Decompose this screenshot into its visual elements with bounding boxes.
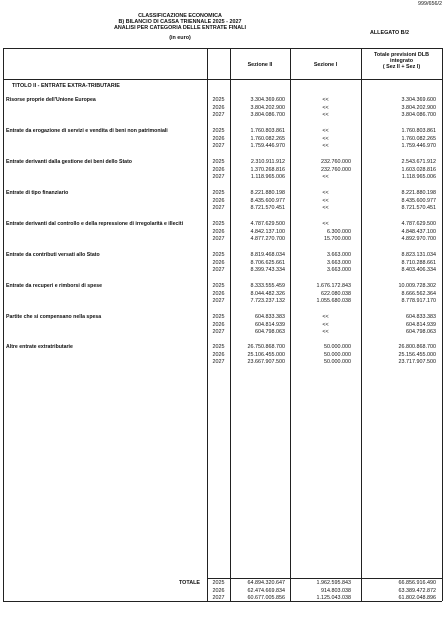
totale-value: 23.717.907.500 (398, 359, 436, 366)
sezione-i-value: 3.663.000 (327, 252, 351, 258)
year-cell: 2025 (212, 128, 225, 134)
totale-value: 8.403.406.334 (401, 267, 436, 274)
sezione-i-value: << (322, 174, 329, 181)
sezione-i-value: 232.760.000 (321, 166, 351, 173)
sezione-i-value: 1.962.595.843 (316, 580, 351, 586)
year-cell: 2025 (212, 221, 225, 227)
header-bottom-rule (3, 79, 442, 80)
totale-value: 3.804.202.900 (401, 104, 436, 111)
sezione-i-value: 622.080.038 (321, 290, 351, 297)
year-cell: 2027 (212, 329, 225, 336)
totale-value: 1.760.803.861 (401, 128, 436, 134)
year-cell: 2025 (212, 344, 225, 350)
sezione-i-value: << (322, 143, 329, 150)
year-cell: 2027 (212, 267, 225, 274)
sezione-ii-value: 8.721.570.451 (250, 205, 285, 212)
year-cell: 2027 (212, 112, 225, 119)
totale-value: 8.221.880.198 (401, 190, 436, 196)
totale-value: 8.710.288.661 (401, 259, 436, 266)
sezione-ii-value: 2.310.911.912 (250, 159, 285, 165)
sezione-ii-value: 8.221.880.198 (250, 190, 285, 196)
totale-value: 3.804.086.700 (401, 112, 436, 119)
category-label: Altre entrate extratributarie (6, 344, 73, 350)
sezione-ii-value: 4.842.137.100 (250, 228, 285, 235)
sezione-ii-value: 604.798.063 (255, 329, 285, 336)
category-label: Entrate derivanti dal controllo e della repressione di irregolarità e illeciti (6, 221, 184, 227)
column-header-totale-2: integrato (389, 58, 414, 64)
totale-value: 604.833.383 (406, 314, 436, 320)
sezione-i-value: << (322, 190, 329, 196)
sezione-i-value: << (322, 314, 329, 320)
year-cell: 2027 (212, 236, 225, 243)
sezione-ii-value: 26.750.868.700 (247, 344, 285, 350)
category-label: Entrate di tipo finanziario (6, 190, 69, 196)
totale-value: 10.009.728.302 (398, 283, 436, 289)
year-cell: 2025 (212, 159, 225, 165)
sezione-ii-value: 1.370.268.816 (250, 166, 285, 173)
totale-value: 8.778.917.170 (401, 298, 436, 305)
totale-value: 66.856.916.490 (398, 580, 436, 586)
totale-value: 4.787.629.500 (401, 221, 436, 227)
year-cell: 2025 (212, 97, 225, 103)
sezione-ii-value: 8.706.625.661 (250, 259, 285, 266)
sezione-i-value: 3.663.000 (327, 267, 351, 274)
sezione-i-value: << (322, 135, 329, 142)
sezione-i-value: 3.663.000 (327, 259, 351, 266)
totale-value: 25.156.455.000 (398, 351, 436, 358)
sezione-i-value: 914.803.038 (321, 587, 351, 594)
year-cell: 2025 (212, 190, 225, 196)
sezione-i-value: 50.000.000 (324, 351, 351, 358)
sezione-i-value: << (322, 221, 329, 227)
totale-value: 2.543.671.912 (401, 159, 436, 165)
totale-label: TOTALE (178, 580, 200, 586)
sezione-i-value: 232.760.000 (321, 159, 351, 165)
year-cell: 2026 (212, 351, 225, 358)
year-cell: 2026 (212, 259, 225, 266)
header-line-2: B) BILANCIO DI CASSA TRIENNALE 2025 - 2027 (118, 19, 242, 25)
sezione-ii-value: 7.723.237.132 (250, 298, 285, 305)
year-cell: 2026 (212, 321, 225, 328)
category-label: Entrate da recuperi e rimborsi di spese (6, 283, 103, 289)
totale-value: 3.304.369.600 (401, 97, 436, 103)
sezione-ii-value: 64.894.320.647 (247, 580, 285, 586)
sezione-i-value: << (322, 112, 329, 119)
totale-value: 1.760.082.265 (401, 135, 436, 142)
sezione-ii-value: 62.474.669.834 (247, 587, 285, 594)
totale-value: 4.848.437.100 (401, 228, 436, 235)
sezione-ii-value: 3.804.202.900 (250, 104, 285, 111)
totale-top-rule (207, 578, 442, 579)
sezione-ii-value: 3.804.086.700 (250, 112, 285, 119)
totale-value: 63.389.472.872 (398, 587, 436, 594)
sezione-ii-value: 8.819.468.034 (250, 252, 285, 258)
titolo-heading: TITOLO II - ENTRATE EXTRA-TRIBUTARIE (12, 83, 120, 89)
sezione-i-value: 50.000.000 (324, 359, 351, 366)
sezione-i-value: << (322, 321, 329, 328)
category-label: Entrate derivanti dalla gestione dei beni dello Stato (6, 159, 132, 165)
allegato-label: ALLEGATO B/2 (370, 30, 410, 36)
sezione-ii-value: 25.106.455.000 (247, 351, 285, 358)
totale-value: 8.823.131.034 (401, 252, 436, 258)
totale-value: 1.118.965.006 (401, 174, 436, 181)
totale-value: 8.666.562.364 (401, 290, 436, 297)
sezione-i-value: 50.000.000 (324, 344, 351, 350)
year-cell: 2027 (212, 298, 225, 305)
sezione-ii-value: 8.399.743.334 (250, 267, 285, 274)
year-cell: 2027 (212, 174, 225, 181)
page-code: 999/656/2 (418, 1, 442, 7)
sezione-i-value: << (322, 329, 329, 336)
column-header-totale-3: ( Sez II + Sez I) (382, 64, 421, 70)
sezione-ii-value: 1.759.446.970 (250, 143, 285, 150)
sezione-ii-value: 604.814.939 (255, 321, 285, 328)
column-header-sezione-i: Sezione I (313, 62, 338, 68)
year-cell: 2027 (212, 205, 225, 212)
year-cell: 2026 (212, 197, 225, 204)
category-label: Risorse proprie dell'Unione Europea (6, 97, 96, 103)
totale-value: 8.435.600.977 (401, 197, 436, 204)
totale-value: 61.802.048.896 (398, 595, 436, 602)
sezione-ii-value: 8.435.600.977 (250, 197, 285, 204)
sezione-ii-value: 60.677.005.856 (247, 595, 285, 602)
header-line-4: (in euro) (169, 35, 191, 41)
year-cell: 2026 (212, 290, 225, 297)
sezione-i-value: 1.055.680.038 (316, 298, 351, 305)
header-line-1: CLASSIFICAZIONE ECONOMICA (138, 13, 222, 19)
year-cell: 2026 (212, 587, 225, 594)
sezione-ii-value: 8.333.555.459 (250, 283, 285, 289)
year-cell: 2027 (212, 143, 225, 150)
sezione-ii-value: 604.833.383 (255, 314, 285, 320)
sezione-ii-value: 8.044.482.326 (250, 290, 285, 297)
column-header-totale-1: Totale previsioni DLB (373, 52, 429, 58)
sezione-i-value: << (322, 197, 329, 204)
year-cell: 2026 (212, 166, 225, 173)
totale-value: 604.798.063 (406, 329, 436, 336)
header-line-3: ANALISI PER CATEGORIA DELLE ENTRATE FINALI (114, 25, 246, 31)
sezione-i-value: 15.700.000 (324, 236, 351, 243)
sezione-i-value: << (322, 104, 329, 111)
column-header-sezione-ii: Sezione II (247, 62, 273, 68)
category-label: Entrate da erogazione di servizi e vendita di beni non patrimoniali (6, 128, 168, 134)
year-cell: 2025 (212, 283, 225, 289)
totale-value: 1.603.028.816 (401, 166, 436, 173)
sezione-ii-value: 1.760.803.861 (250, 128, 285, 134)
totale-value: 8.721.570.451 (401, 205, 436, 212)
year-cell: 2026 (212, 104, 225, 111)
category-label: Partite che si compensano nella spesa (6, 314, 102, 320)
sezione-i-value: << (322, 128, 329, 134)
sezione-ii-value: 4.787.629.500 (250, 221, 285, 227)
sezione-i-value: << (322, 97, 329, 103)
year-cell: 2025 (212, 580, 225, 586)
sezione-ii-value: 3.304.369.600 (250, 97, 285, 103)
header-top-rule (3, 48, 442, 49)
year-cell: 2026 (212, 228, 225, 235)
sezione-ii-value: 4.877.270.700 (250, 236, 285, 243)
column-rule (3, 48, 4, 601)
year-cell: 2027 (212, 595, 225, 602)
sezione-i-value: 1.676.172.843 (316, 283, 351, 289)
year-cell: 2025 (212, 252, 225, 258)
sezione-ii-value: 23.667.907.500 (247, 359, 285, 366)
year-cell: 2027 (212, 359, 225, 366)
sezione-i-value: << (322, 205, 329, 212)
sezione-ii-value: 1.760.082.265 (250, 135, 285, 142)
totale-value: 26.800.868.700 (398, 344, 436, 350)
year-cell: 2025 (212, 314, 225, 320)
totale-value: 4.892.970.700 (401, 236, 436, 243)
sezione-i-value: 1.125.043.038 (316, 595, 351, 602)
year-cell: 2026 (212, 135, 225, 142)
sezione-ii-value: 1.118.965.006 (250, 174, 285, 181)
sezione-i-value: 6.300.000 (327, 228, 351, 235)
totale-value: 604.814.939 (406, 321, 436, 328)
column-rule (442, 48, 443, 601)
totale-value: 1.759.446.970 (401, 143, 436, 150)
category-label: Entrate da contributi versati allo Stato (6, 252, 100, 258)
